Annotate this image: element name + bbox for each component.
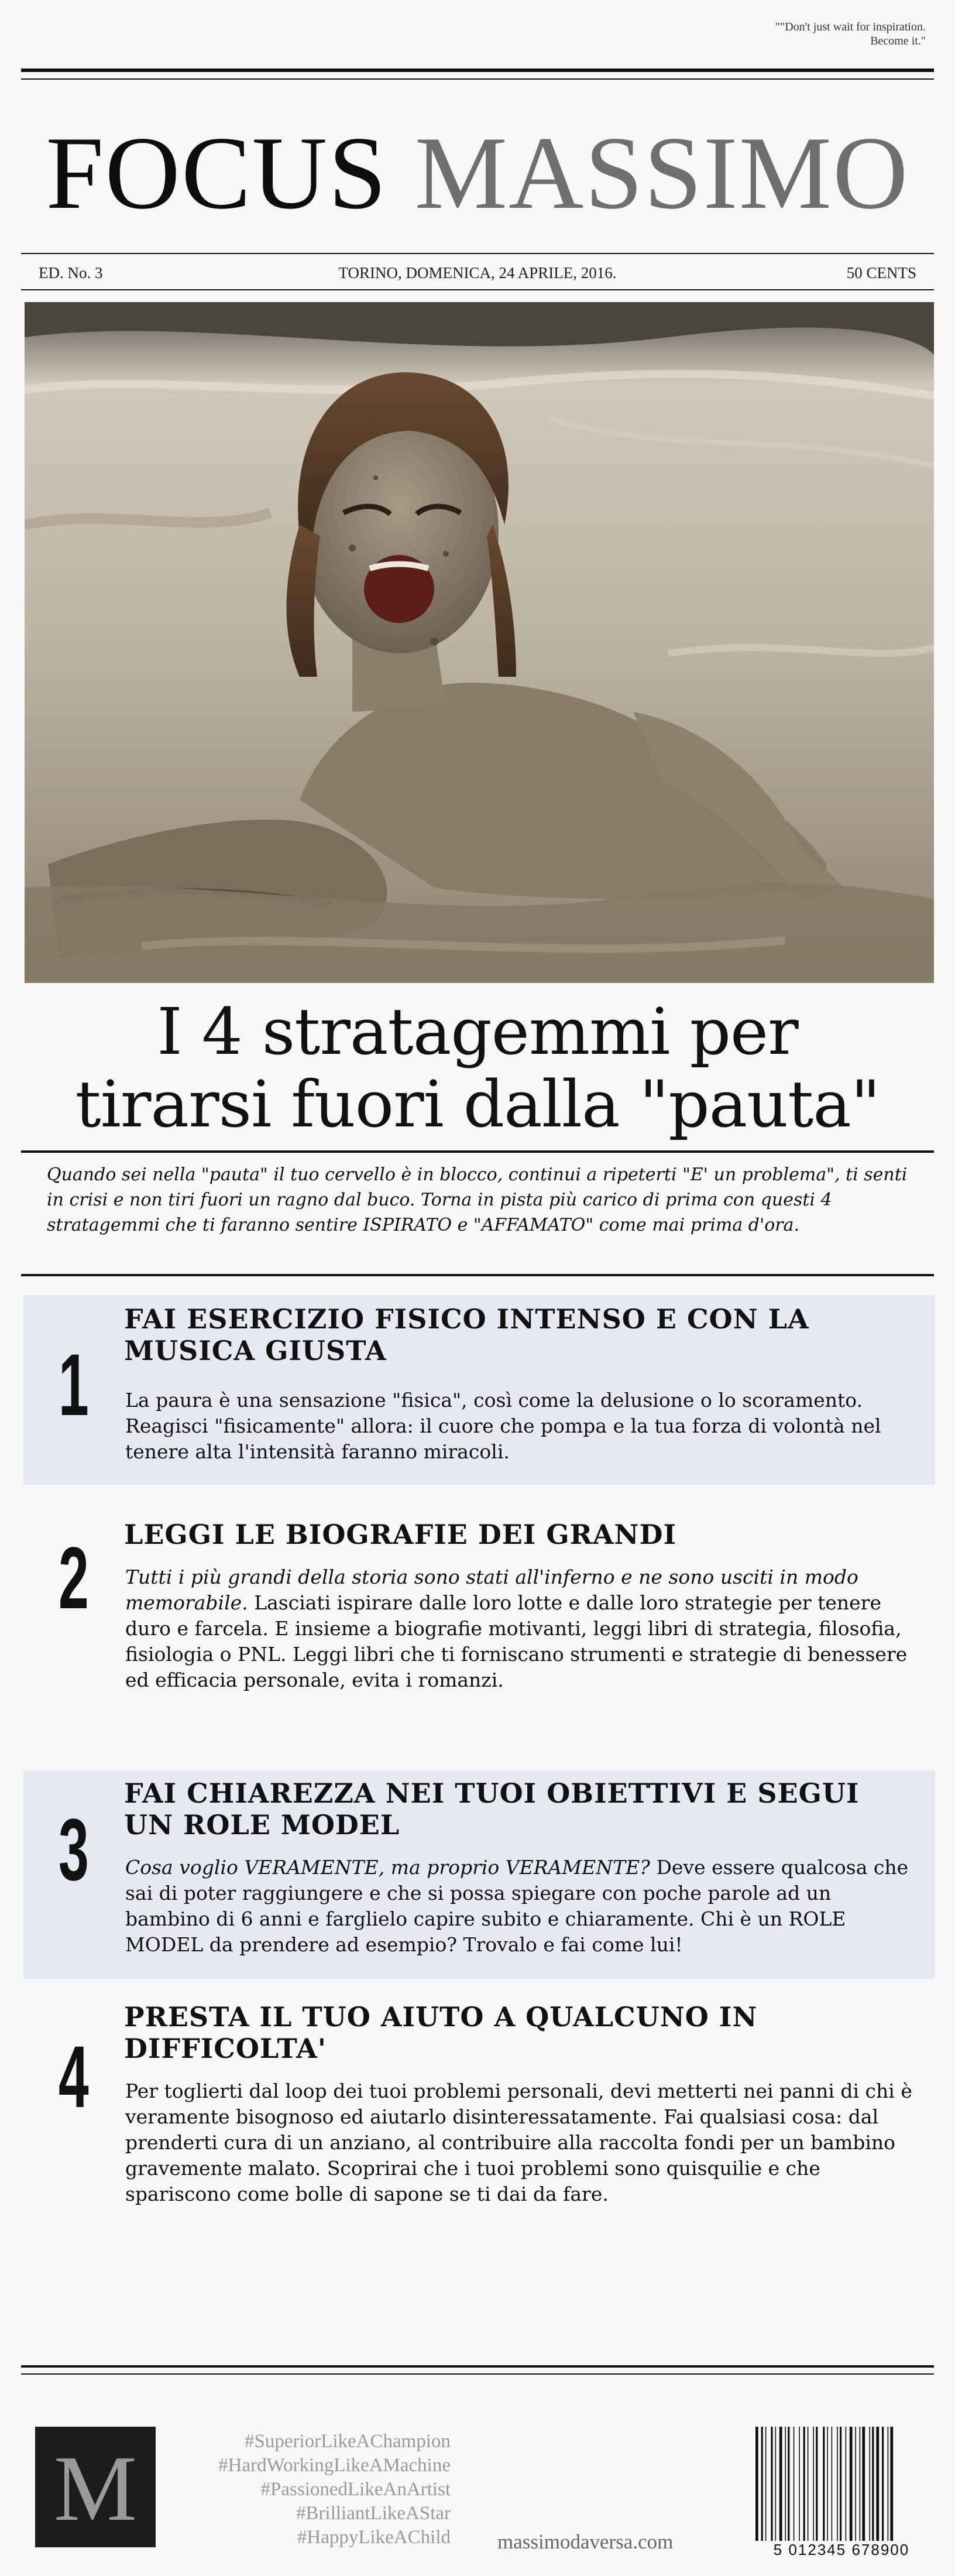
- section-body: [125, 1388, 915, 1465]
- intro-paragraph: Quando sei nella "pauta" il tuo cervello è in blocco, continui a ripeterti "E' un problema", ti senti in crisi e non tiri fuori un ragno dal buco. Torna in pista più carico di prima con questi 4 stratagemmi che ti faranno sentire ISPIRATO e "AFFAMATO" come mai prima d'ora.: [47, 1164, 908, 1235]
- main-headline: [18, 995, 937, 1140]
- top-rule-thin: [21, 78, 934, 80]
- footer-rule-thin: [21, 2373, 934, 2375]
- hashtag: #BrilliantLikeAStar: [296, 2503, 451, 2524]
- section-title: FAI ESERCIZIO FISICO INTENSO E CON LA MUSICA GIUSTA: [124, 1303, 809, 1366]
- section-number: 3: [59, 1800, 89, 1899]
- headline-line-1: I 4 stratagemmi per: [157, 994, 798, 1069]
- headline-rule: [21, 1150, 934, 1153]
- section-body-text: Per toglierti dal loop dei tuoi problemi personali, devi metterti nei panni di chi è veramente bisognoso ed aiutarlo disinteressatamente. Fai qualsiasi cosa: dal prenderti cura di un anziano, al contribuire alla raccolta fondi per un bambino gravemente malato. Scoprirai che i tuoi problemi sono quisquilie e che spariscono come bolle di sapone se ti dai da fare.: [125, 2080, 912, 2205]
- section-number: 4: [59, 2027, 89, 2126]
- section-number: 1: [59, 1335, 89, 1434]
- section-1: [23, 1295, 935, 1485]
- edition-price: 50 CENTS: [846, 264, 916, 282]
- footer-rule-thick: [21, 2365, 934, 2368]
- section-3: [23, 1770, 935, 1979]
- section-4: [23, 1991, 935, 2236]
- hashtag: #SuperiorLikeAChampion: [245, 2431, 451, 2452]
- hashtag-list: [152, 2430, 451, 2550]
- barcode-number: 5 012345 678900: [752, 2541, 931, 2558]
- masthead: [0, 111, 955, 234]
- hashtag: #HardWorkingLikeAMachine: [218, 2455, 451, 2476]
- section-body-italic: Tutti i più grandi della storia sono stati all'inferno e ne sono usciti in modo memorabile.: [125, 1566, 858, 1614]
- edition-rule-top: [21, 253, 934, 254]
- website-link[interactable]: massimodaversa.com: [497, 2530, 674, 2553]
- section-body: [125, 1855, 915, 1958]
- masthead-massimo: MASSIMO: [414, 115, 909, 231]
- section-title: PRESTA IL TUO AIUTO A QUALCUNO IN DIFFICOLTA': [124, 2001, 758, 2064]
- section-body: [125, 1564, 915, 1693]
- top-rule-thick: [21, 68, 934, 72]
- section-body-italic: Cosa voglio VERAMENTE, ma proprio VERAMENTE?: [125, 1856, 650, 1879]
- section-number: 2: [59, 1529, 89, 1627]
- section-2: [23, 1505, 935, 1762]
- edition-date: TORINO, DOMENICA, 24 APRILE, 2016.: [338, 264, 617, 282]
- edition-rule-bottom: [21, 289, 934, 290]
- headline-line-2: tirarsi fuori dalla "pauta": [75, 1067, 880, 1142]
- section-body: [125, 2078, 915, 2207]
- edition-bar: [39, 261, 916, 285]
- section-title: FAI CHIAREZZA NEI TUOI OBIETTIVI E SEGUI UN ROLE MODEL: [124, 1777, 860, 1841]
- section-body-text: La paura è una sensazione "fisica", così come la delusione o lo scoramento. Reagisci "fisicamente" allora: il cuore che pompa e la tua forza di volontà nel tenere alta l'intensità faranno miracoli.: [125, 1389, 881, 1463]
- logo-letter: M: [53, 2436, 138, 2540]
- quote-line-2: Become it.": [870, 35, 926, 47]
- woman-in-mud-photo: [25, 302, 934, 983]
- barcode-icon: [752, 2427, 931, 2558]
- logo: [35, 2427, 156, 2547]
- intro-rule: [21, 1274, 934, 1276]
- section-body-text: Lasciati ispirare dalle loro lotte e dalle loro strategie per tenere duro e farcela. E insieme a biografie motivanti, leggi libri di strategia, filosofia, fisiologia o PNL. Leggi libri che ti forniscano strumenti e strategie di benessere ed efficacia personale, evita i romanzi.: [125, 1591, 908, 1691]
- section-body-text: Deve essere qualcosa che sai di poter raggiungere e che si possa spiegare con poche parole ad un bambino di 6 anni e farglielo capire subito e chiaramente. Chi è un ROLE MODEL da prendere ad esempio? Trovalo e fai come lui!: [125, 1856, 909, 1956]
- edition-number: ED. No. 3: [39, 264, 103, 282]
- hashtag: #HappyLikeAChild: [297, 2527, 451, 2548]
- hashtag: #PassionedLikeAnArtist: [260, 2479, 451, 2500]
- section-title: LEGGI LE BIOGRAFIE DEI GRANDI: [124, 1519, 676, 1550]
- inspiration-quote: [680, 20, 926, 48]
- masthead-focus: FOCUS: [46, 115, 388, 231]
- quote-line-1: ""Don't just wait for inspiration.: [775, 20, 926, 33]
